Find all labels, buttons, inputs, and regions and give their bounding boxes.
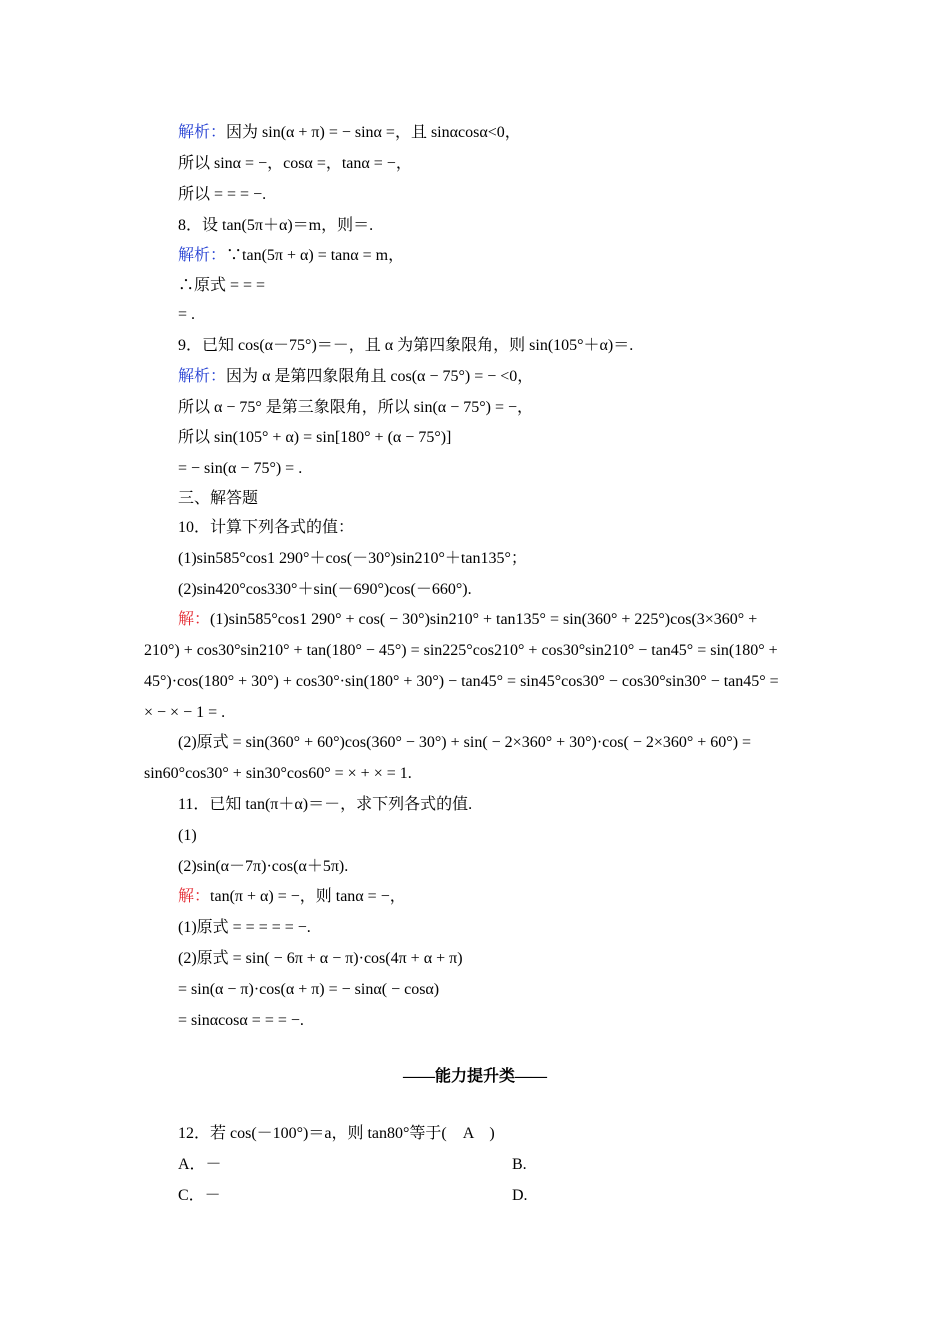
text-line: (2)原式 = sin( − 6π + α − π)·cos(4π + α + π): [178, 950, 463, 967]
text-line: (2)sin420°cos330°＋sin(－690°)cos(－660°).: [178, 581, 472, 598]
line-text: (1)sin585°cos1 290° + cos( − 30°)sin210° + tan135° = sin(360° + 225°)cos(3×360° +: [210, 611, 758, 628]
text-line: 所以 α − 75° 是第三象限角，所以 sin(α − 75°) = −，: [178, 399, 533, 416]
option-c: C．－: [178, 1187, 221, 1204]
analysis-label: 解析：: [178, 247, 227, 264]
text-line: (2)sin(α－7π)·cos(α＋5π).: [178, 858, 349, 875]
analysis-label: 解析：: [178, 124, 227, 141]
text-line: 210°) + cos30°sin210° + tan(180° − 45°) = sin225°cos210° + cos30°sin210° − tan45° = sin(180° +: [144, 642, 778, 659]
text-line: (2)原式 = sin(360° + 60°)cos(360° − 30°) + sin( − 2×360° + 30°)·cos( − 2×360° + 60°) =: [178, 734, 752, 751]
solution-line: [178, 610, 757, 630]
solution-line: [178, 887, 406, 907]
text-line: (1): [178, 827, 197, 844]
option-a: A．－: [178, 1156, 222, 1173]
text-line: = .: [178, 306, 196, 323]
text-line: 所以 sin(105° + α) = sin[180° + (α − 75°)]: [178, 429, 452, 446]
question-11: 11．已知 tan(π＋α)＝－，求下列各式的值.: [178, 796, 473, 813]
line-text: 因为 sin(α + π) = − sinα =，且 sinαcosα<0，: [226, 124, 521, 141]
text-line: ∴原式 = = =: [178, 277, 266, 294]
option-b: B.: [512, 1156, 527, 1173]
line-text: ∵tan(5π + α) = tanα = m，: [226, 247, 405, 264]
text-line: (1)原式 = = = = = −.: [178, 919, 311, 936]
option-d: D.: [512, 1187, 528, 1204]
text-line: 所以 = = = −.: [178, 186, 267, 203]
text-line: = sinαcosα = = = −.: [178, 1012, 304, 1029]
analysis-line: [178, 367, 533, 387]
section-title: ——能力提升类——: [402, 1068, 547, 1085]
text-line: × − × − 1 = .: [144, 704, 226, 721]
text-line: sin60°cos30° + sin30°cos60° = × + × = 1.: [144, 765, 412, 782]
analysis-line: [178, 123, 521, 143]
text-line: 所以 sinα = −，cosα =，tanα = −，: [178, 155, 412, 172]
question-10: 10．计算下列各式的值：: [178, 519, 355, 536]
question-8: 8．设 tan(5π＋α)＝m，则＝.: [178, 217, 374, 234]
text-line: = sin(α − π)·cos(α + π) = − sinα( − cosα): [178, 981, 440, 998]
section-heading: 三、解答题: [178, 490, 259, 507]
question-12: 12．若 cos(－100°)＝a，则 tan80°等于( A ): [178, 1125, 495, 1142]
text-line: 45°)·cos(180° + 30°) + cos30°·sin(180° + 30°) − tan45° = sin45°cos30° − cos30°sin30° − tan45° =: [144, 673, 779, 690]
text-line: = − sin(α − 75°) = .: [178, 460, 303, 477]
text-line: (1)sin585°cos1 290°＋cos(－30°)sin210°＋tan135°；: [178, 550, 527, 567]
question-9: 9．已知 cos(α－75°)＝－，且 α 为第四象限角，则 sin(105°＋α)＝.: [178, 337, 634, 354]
solution-label: 解：: [178, 888, 211, 905]
line-text: tan(π + α) = −，则 tanα = −，: [210, 888, 406, 905]
solution-label: 解：: [178, 611, 211, 628]
analysis-label: 解析：: [178, 368, 227, 385]
analysis-line: [178, 246, 404, 266]
line-text: 因为 α 是第四象限角且 cos(α − 75°) = − <0，: [226, 368, 534, 385]
